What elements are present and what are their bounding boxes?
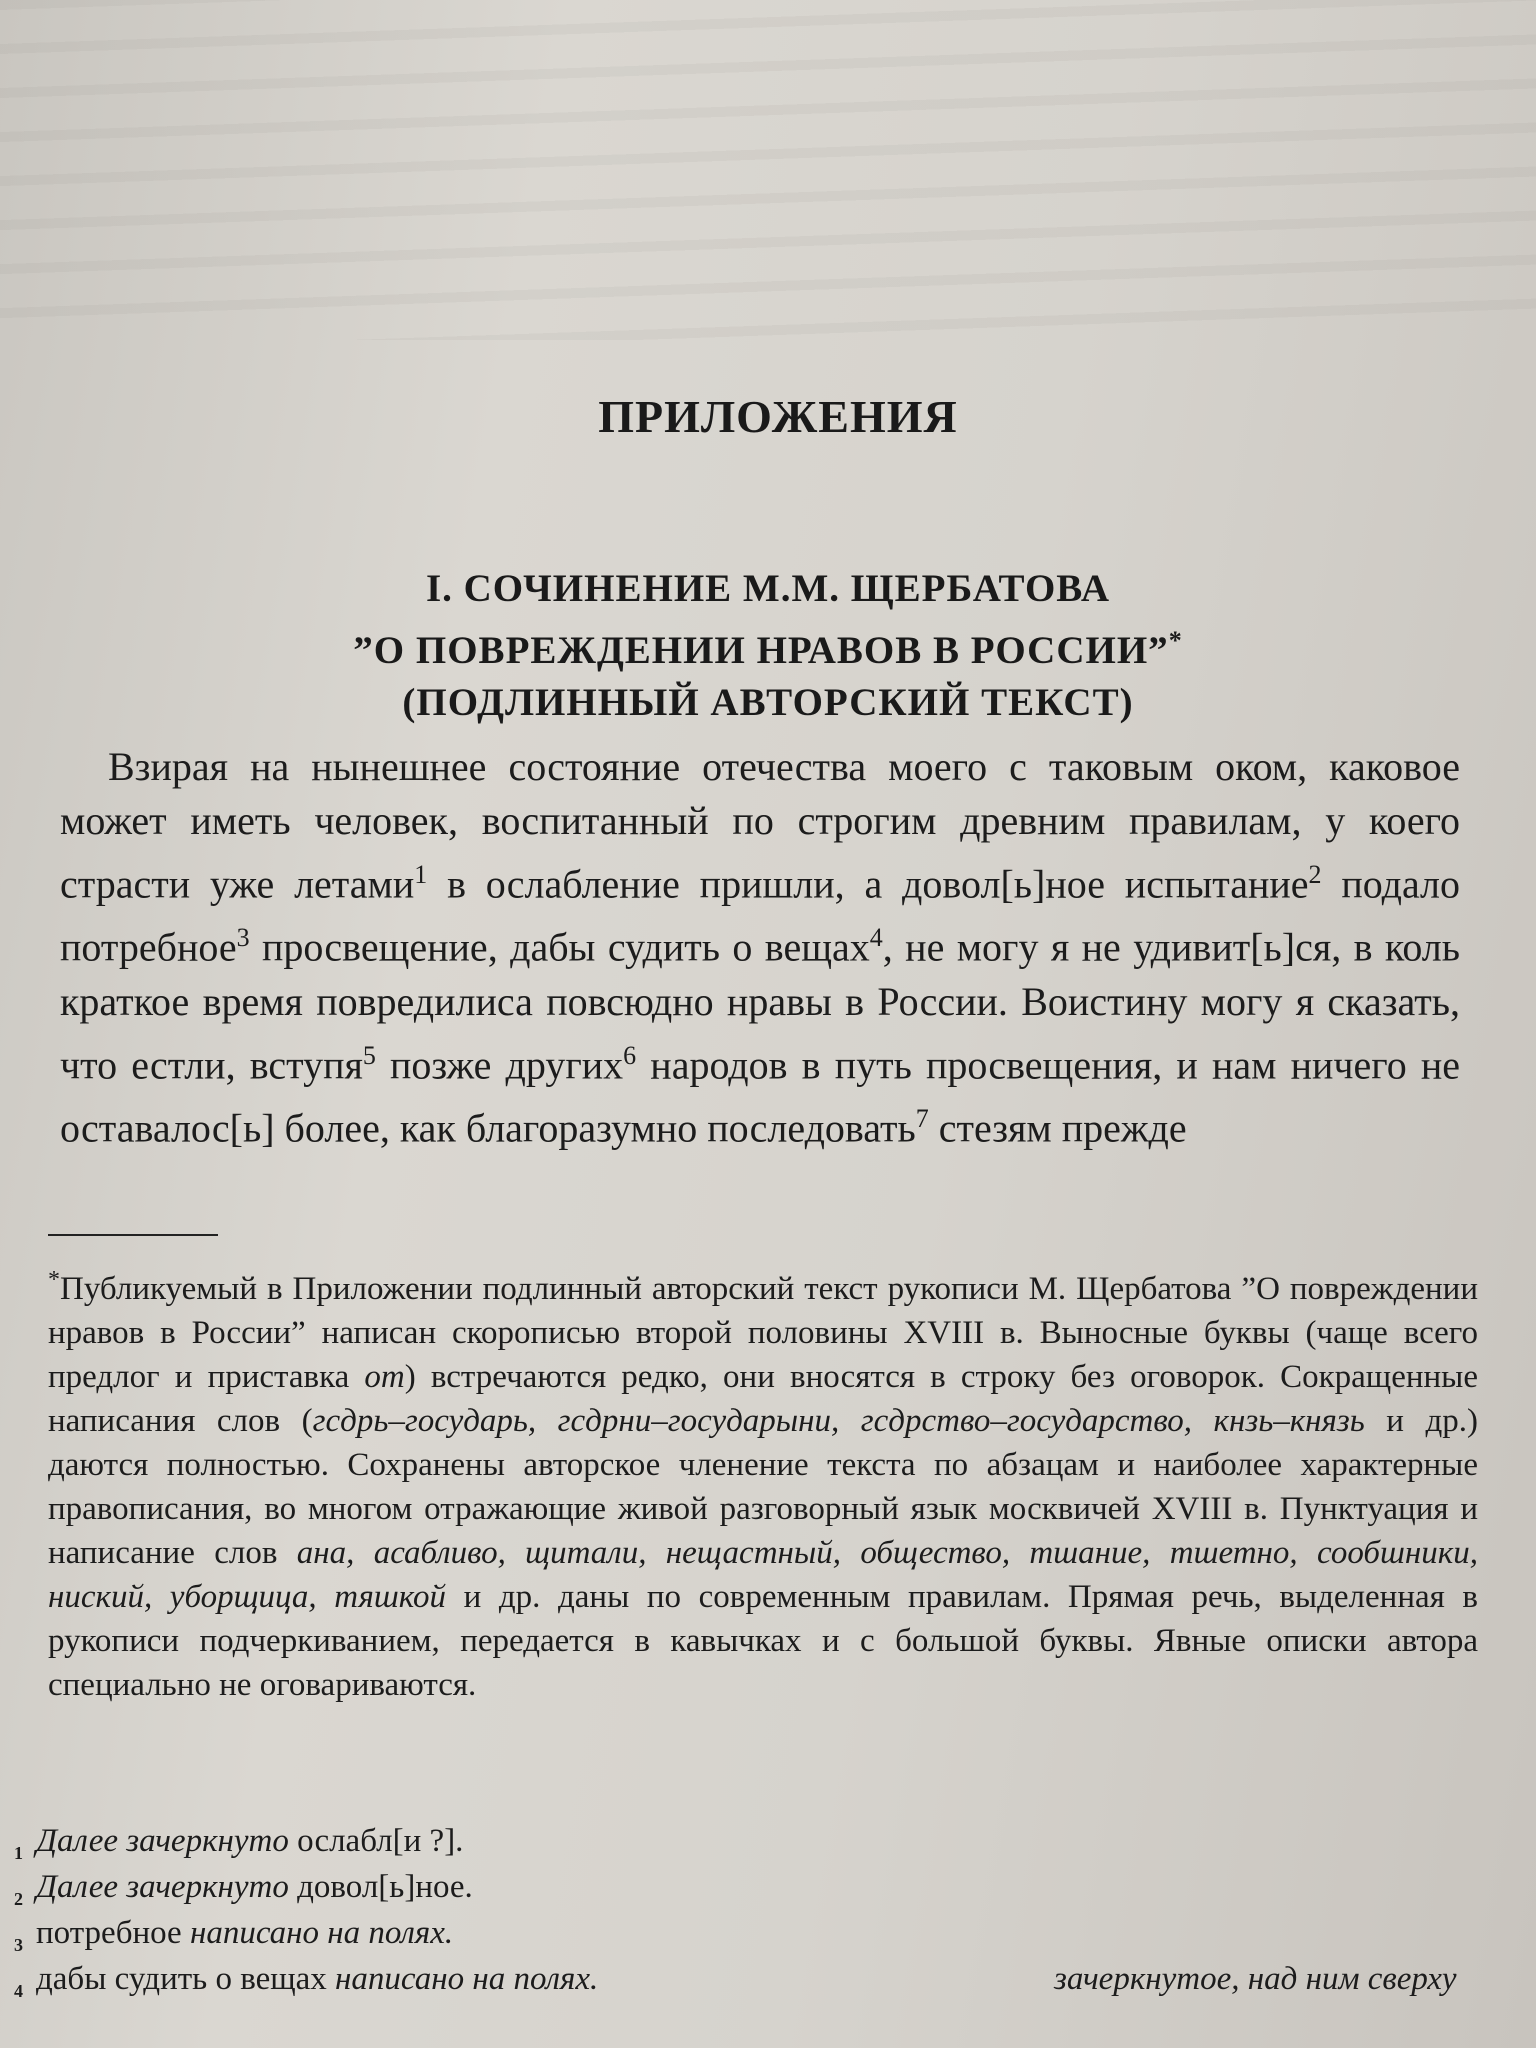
section-heading-line-3: (ПОДЛИННЫЙ АВТОРСКИЙ ТЕКСТ) <box>402 681 1134 724</box>
footnote-italic-2: гсдрь–государь, гсдрни–государыни, гсдрство–государство, кнзь–князь <box>312 1403 1365 1439</box>
note-2 <box>14 1864 1494 1910</box>
footnote-text-3: и др.) даются полностью. Сохранены авторское членение текста по абзацам и наиболее характерные правописания, во многом отражающие живой разговорный язык москвичей XVIII в. Пунктуация и написание слов <box>48 1403 1478 1571</box>
footnote-mark-4: 4 <box>869 923 883 953</box>
footnote-text-2: ) встречаются редко, они вносятся в строку без оговорок. Сокращенные написания слов ( <box>48 1359 1478 1439</box>
body-part-8: стезям прежде <box>928 1105 1187 1151</box>
note-italic: написано на полях. <box>189 1915 454 1951</box>
footnote-italic-3: ана, асабливо, щитали, нещастный, общество, тшание, тшетно, сообшники, ниский, уборщица, тяшкой <box>48 1535 1478 1615</box>
appendix-title: ПРИЛОЖЕНИЯ <box>598 391 958 442</box>
body-part-7: народов в путь просвещения, и нам ничего не оставалос[ь] более, как благоразумно последовать <box>60 1041 1460 1151</box>
footnote-mark-2: 2 <box>1308 860 1322 889</box>
footnote-star-symbol: * <box>48 1267 60 1293</box>
note-plain: дабы судить о вещах <box>36 1961 336 1997</box>
section-heading-line-1: I. СОЧИНЕНИЕ М.М. ЩЕРБАТОВА <box>425 567 1111 610</box>
note-plain: ослабл[и ?]. <box>288 1823 464 1859</box>
footnote-star <box>48 1258 1478 1707</box>
footnote-divider <box>48 1234 218 1236</box>
body-part-5: , не могу я не удивит[ь]ся, в коль краткое время повредилиса повсюдно нравы в России. Воистину могу я сказать, что естли, вступя <box>60 924 1460 1087</box>
body-paragraph <box>60 740 1460 1155</box>
note-italic: Далее зачеркнуто <box>36 1869 289 1905</box>
note-number: 1 <box>14 1843 23 1863</box>
footnote-mark-6: 6 <box>623 1040 637 1070</box>
note-number: 3 <box>14 1935 23 1955</box>
note-italic: написано на полях. <box>335 1961 599 1997</box>
body-part-4: просвещение, дабы судить о вещах <box>249 924 870 970</box>
note-italic: Далее зачеркнуто <box>36 1823 289 1859</box>
footnote-mark-5: 5 <box>362 1040 376 1070</box>
note-1 <box>14 1818 1494 1864</box>
footnote-mark-1: 1 <box>414 860 428 889</box>
section-heading <box>0 563 1536 729</box>
note-number: 2 <box>14 1889 23 1909</box>
footnote-text-1: Публикуемый в Приложении подлинный авторский текст рукописи М. Щербатова ”О повреждении нравов в России” написан скорописью второй половины XVIII в. Выносные буквы (чаще всего предлог и приставка <box>48 1271 1478 1395</box>
footnote-mark-7: 7 <box>915 1103 929 1133</box>
section-heading-line-2 <box>0 615 1536 677</box>
body-part-3: подало потребное <box>60 861 1461 970</box>
numbered-notes <box>14 1818 1494 2002</box>
body-part-6: позже других <box>375 1041 624 1087</box>
body-part-2: в ослабление пришли, а довол[ь]ное испытание <box>427 861 1309 907</box>
footnote-text-4: и др. даны по современным правилам. Прямая речь, выделенная в рукописи подчеркиванием, передается в кавычках и с большой буквы. Явные описки автора специально не оговариваются. <box>48 1579 1478 1703</box>
note-number: 4 <box>14 1981 23 2001</box>
note-plain: довол[ь]ное. <box>288 1869 473 1905</box>
body-part-1: Взирая на нынешнее состояние отечества моего с таковым оком, каковое может иметь человек, воспитанный по строгим древним правилам, у коего страсти уже летами <box>60 744 1460 907</box>
section-heading-line-2-text: ”О ПОВРЕЖДЕНИИ НРАВОВ В РОССИИ” <box>353 629 1169 672</box>
note-plain: потребное <box>36 1915 190 1951</box>
note-3 <box>14 1910 1494 1956</box>
note-continuation: зачеркнутое, над ним сверху <box>1054 1961 1457 1997</box>
bleed-through-text <box>0 0 1536 340</box>
note-4 <box>14 1956 1494 2002</box>
footnote-mark-3: 3 <box>236 923 250 953</box>
header <box>0 390 1536 729</box>
footnote-star-mark: * <box>1168 626 1183 655</box>
footnote-italic-1: от <box>364 1359 405 1395</box>
